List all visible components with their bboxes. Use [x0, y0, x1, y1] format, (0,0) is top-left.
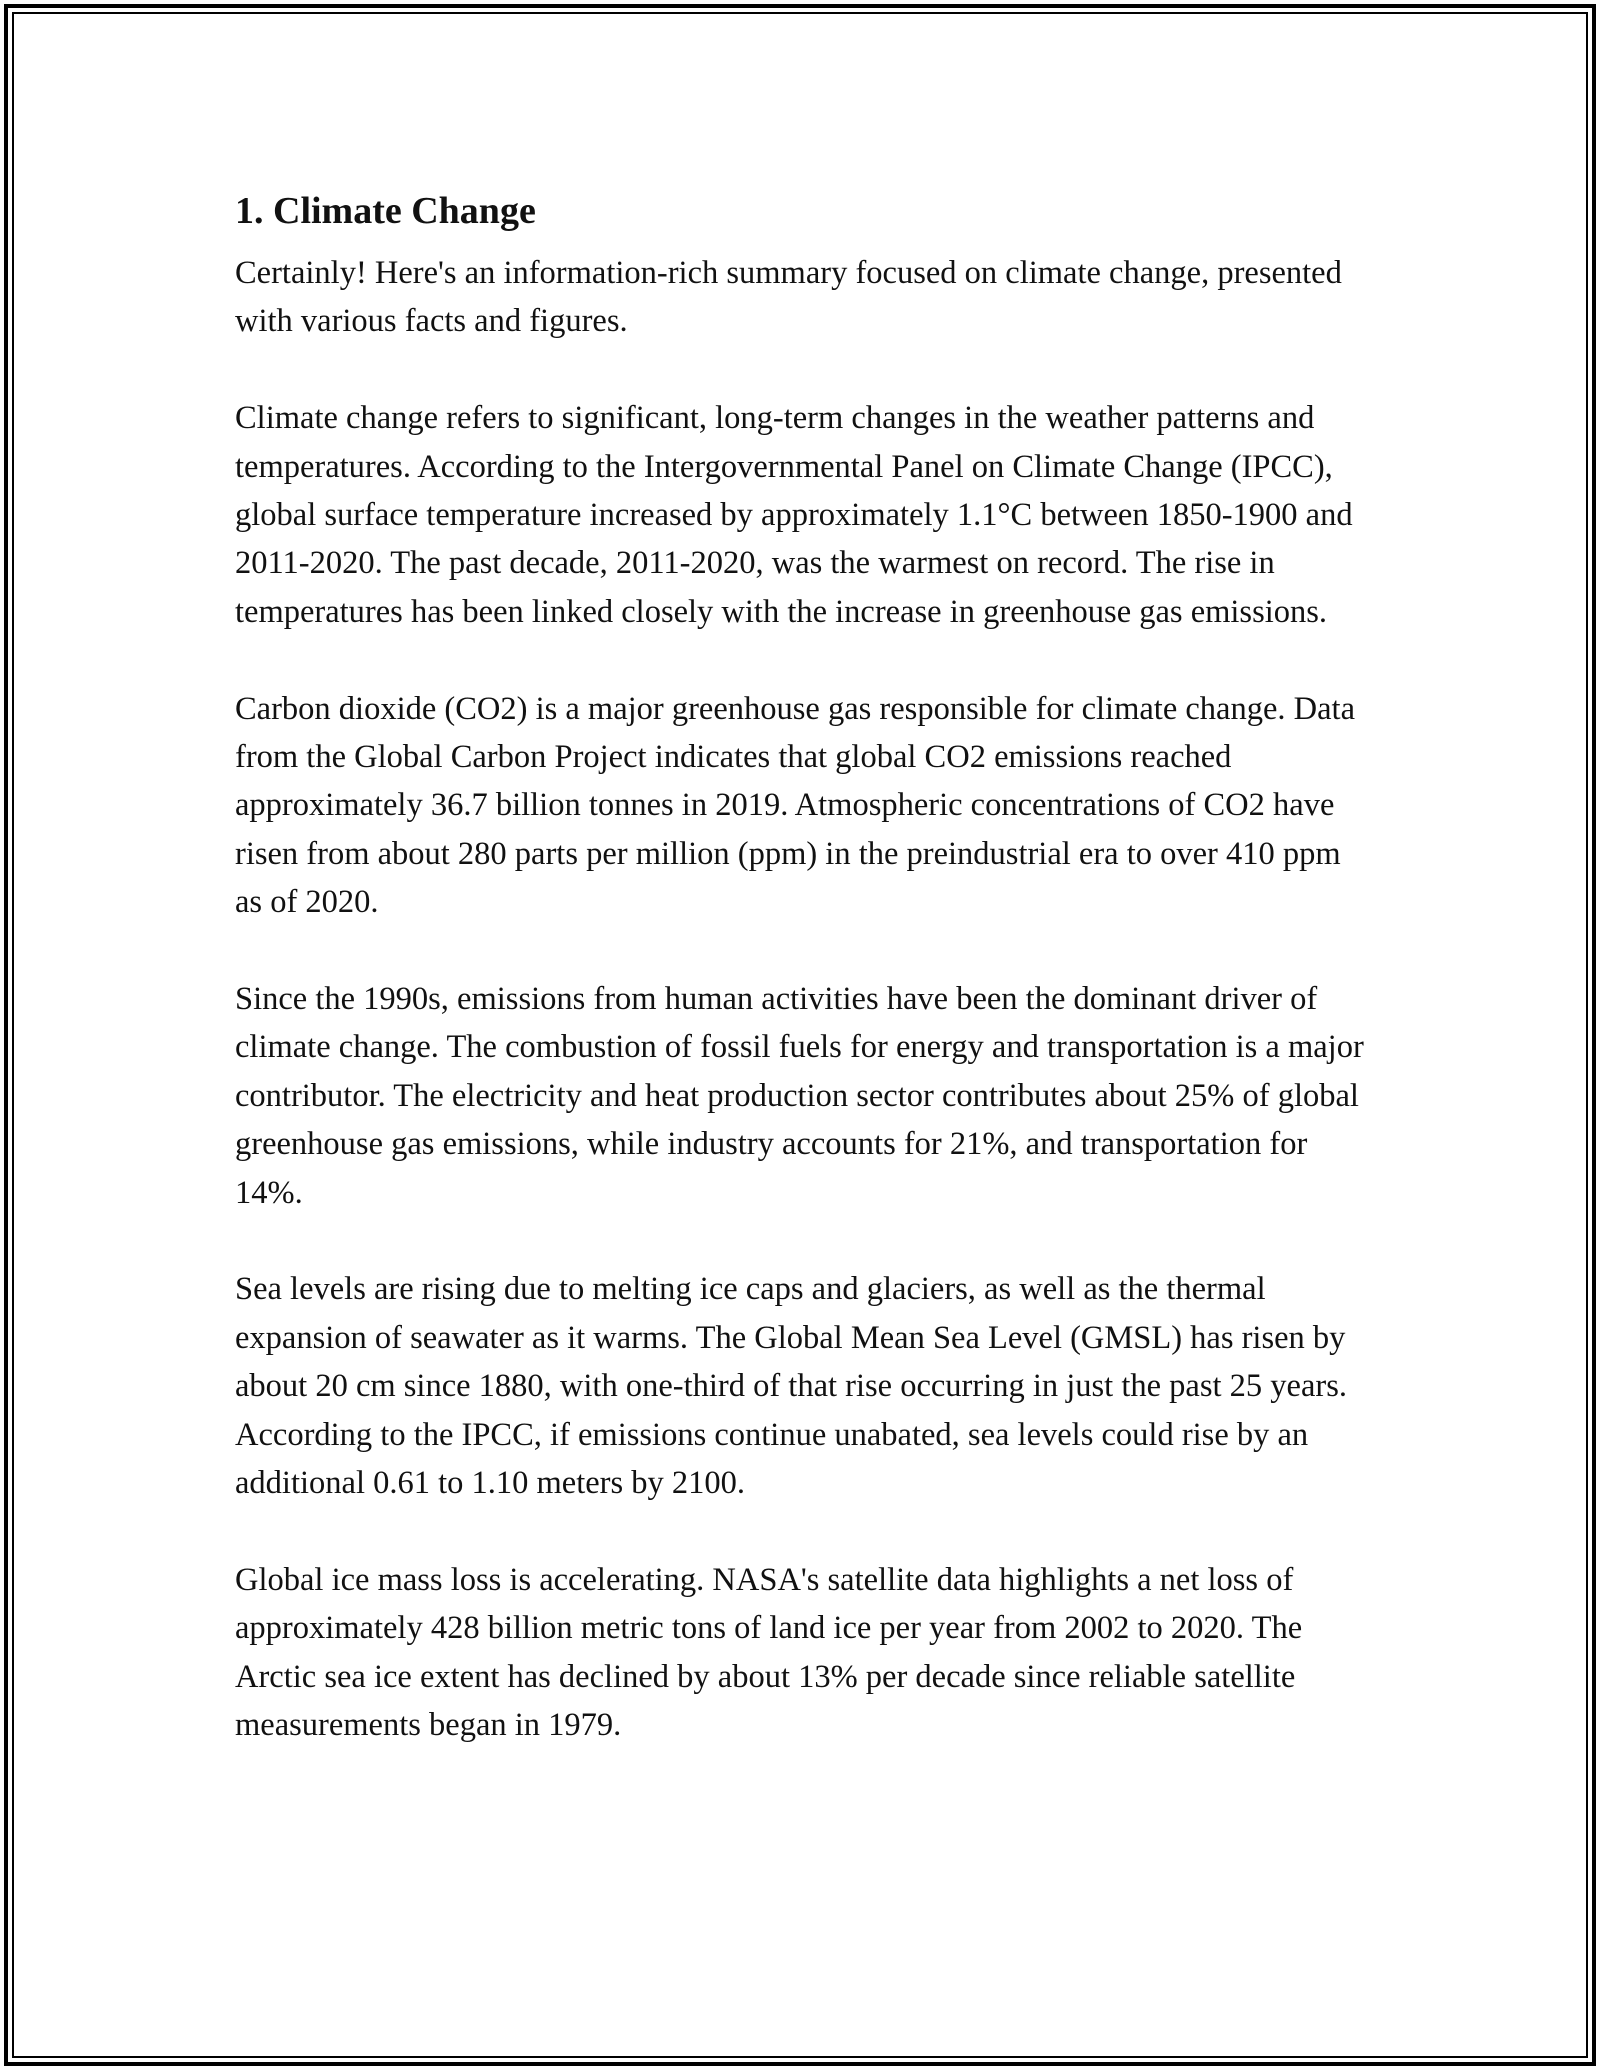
paragraph-temperature: Climate change refers to significant, long-term changes in the weather patterns and temperatures. According to the Intergovernmental Panel on Climate Change (IPCC), global surface temperature increased by approximately 1.1°C between 1850-1900 and 2011-2020. The past decade, 2011-2020, was the warmest on record. The rise in temperatures has been linked closely with the increase in greenhouse gas emissions.	[235, 400, 1353, 630]
paragraph-sea-levels: Sea levels are rising due to melting ice caps and glaciers, as well as the thermal expansion of seawater as it warms. The Global Mean Sea Level (GMSL) has risen by about 20 cm since 1880, with one-third of that rise occurring in just the past 25 years. According to the IPCC, if emissions continue unabated, sea levels could rise by an additional 0.61 to 1.10 meters by 2100.	[235, 1271, 1347, 1502]
paragraph-intro: Certainly! Here's an information-rich summary focused on climate change, presented with various facts and figures.	[235, 255, 1342, 340]
paragraph-ice-loss: Global ice mass loss is accelerating. NASA's satellite data highlights a net loss of approximately 428 billion metric tons of land ice per year from 2002 to 2020. The Arctic sea ice extent has declined by about 13% per decade since reliable satellite measurements began in 1979.	[235, 1561, 1303, 1744]
document-body	[235, 185, 1365, 1798]
paragraph-emissions: Since the 1990s, emissions from human activities have been the dominant driver of climate change. The combustion of fossil fuels for energy and transportation is a major contributor. The electricity and heat production sector contributes about 25% of global greenhouse gas emissions, while industry accounts for 21%, and transportation for 14%.	[235, 981, 1364, 1211]
section-heading: 1. Climate Change	[235, 190, 536, 232]
paragraph-co2: Carbon dioxide (CO2) is a major greenhouse gas responsible for climate change. Data from the Global Carbon Project indicates that global CO2 emissions reached approximately 36.7 billion tonnes in 2019. Atmospheric concentrations of CO2 have risen from about 280 parts per million (ppm) in the preindustrial era to over 410 ppm as of 2020.	[235, 690, 1355, 921]
